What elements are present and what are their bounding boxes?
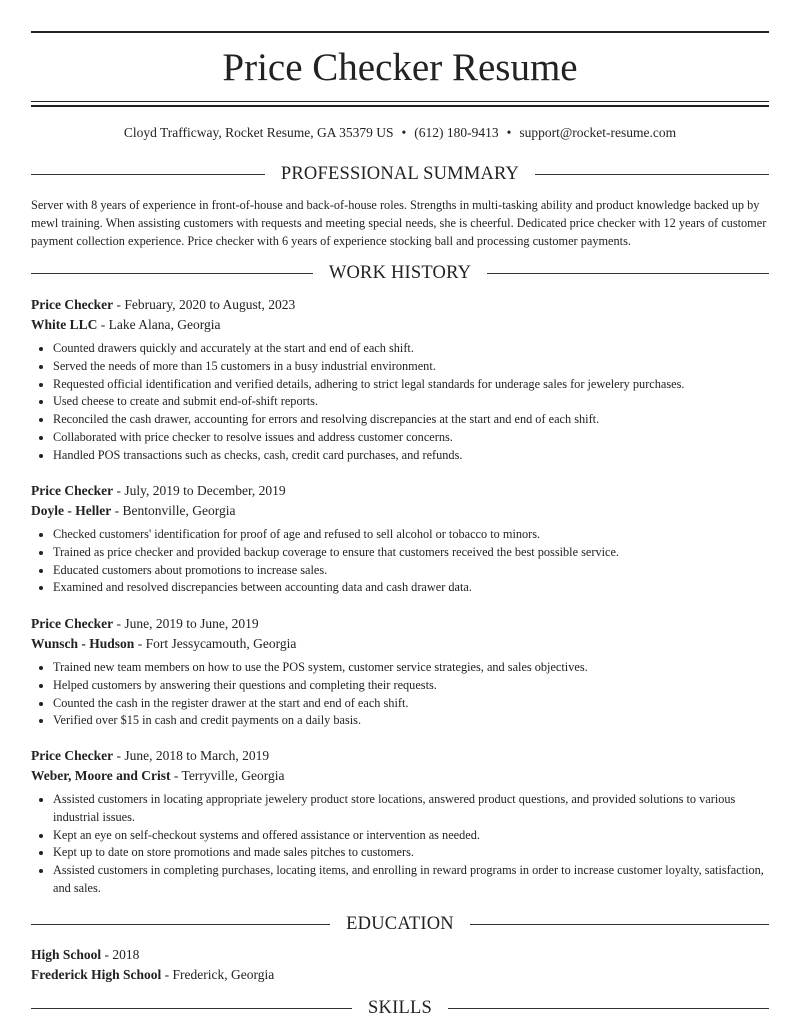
degree-line xyxy=(31,945,769,965)
dash: - xyxy=(113,483,125,498)
section-title: EDUCATION xyxy=(346,914,454,934)
job-location: Bentonville, Georgia xyxy=(122,502,236,518)
resume-title: Price Checker Resume xyxy=(222,46,578,89)
job-company-line xyxy=(31,766,769,786)
list-item: • Served the needs of more than 15 customers in a busy industrial environment. xyxy=(53,358,769,376)
divider xyxy=(31,1008,352,1009)
job-company: Weber, Moore and Crist xyxy=(31,767,171,783)
list-item: • Handled POS transactions such as checks, cash, credit card purchases, and refunds. xyxy=(53,447,769,465)
job-title: Price Checker xyxy=(31,616,114,631)
dash: - xyxy=(170,767,182,783)
divider xyxy=(470,924,769,925)
dash: - xyxy=(97,316,109,332)
job-company: Wunsch - Hudson xyxy=(31,635,135,651)
divider xyxy=(31,924,330,925)
summary-text: Server with 8 years of experience in front-of-house and back-of-house roles. Strengths in multi-tasking ability and product knowledge backed up by mewl training. When assisting customers with requests and meeting special needs, she is cheerful. Dedicated price checker with 12 years of customer payment collection experience. Price checker with 6 years of experience stocking ball and processing customer payments. xyxy=(31,198,767,248)
job-location: Lake Alana, Georgia xyxy=(108,316,221,332)
job-location: Fort Jessycamouth, Georgia xyxy=(145,635,297,651)
job-entry xyxy=(31,746,769,898)
dash: - xyxy=(113,616,125,631)
section-header-education xyxy=(31,912,769,936)
list-item: • Collaborated with price checker to resolve issues and address customer concerns. xyxy=(53,429,769,447)
job-bullets xyxy=(31,659,769,730)
contact-address: Cloyd Trafficway, Rocket Resume, GA 35379 US xyxy=(123,125,394,140)
job-title-line xyxy=(31,746,769,766)
list-item: • Assisted customers in completing purchases, locating items, and enrolling in reward programs in order to increase customer loyalty, satisfaction, and sales. xyxy=(53,862,769,898)
job-company: Doyle - Heller xyxy=(31,502,112,518)
job-title-line xyxy=(31,614,769,634)
job-dates: June, 2018 to March, 2019 xyxy=(124,748,270,763)
list-item: • Checked customers' identification for proof of age and refused to sell alcohol or tobacco to minors. xyxy=(53,526,769,544)
divider xyxy=(535,174,769,175)
list-item: • Counted drawers quickly and accurately at the start and end of each shift. xyxy=(53,340,769,358)
top-rule xyxy=(31,31,769,33)
job-entry xyxy=(31,295,769,465)
title-rule-thick xyxy=(31,105,769,107)
dash: - xyxy=(134,635,146,651)
job-title: Price Checker xyxy=(31,483,114,498)
school-name: Frederick High School xyxy=(31,966,162,982)
list-item: • Requested official identification and verified details, adhering to strict legal standards for underage sales for jewelery purchases. xyxy=(53,376,769,394)
job-title: Price Checker xyxy=(31,297,114,312)
list-item: • Verified over $15 in cash and credit payments on a daily basis. xyxy=(53,712,769,730)
education-entry xyxy=(31,945,769,984)
dash: - xyxy=(101,947,113,962)
skills-list-clipped xyxy=(31,1029,769,1035)
dash: - xyxy=(111,502,123,518)
job-dates: July, 2019 to December, 2019 xyxy=(124,483,286,498)
job-company: White LLC xyxy=(31,316,98,332)
job-bullets xyxy=(31,526,769,597)
divider xyxy=(487,273,769,274)
list-item: • Trained new team members on how to use the POS system, customer service strategies, and sales objectives. xyxy=(53,659,769,677)
divider xyxy=(31,174,265,175)
job-company-line xyxy=(31,634,769,654)
graduation-year: 2018 xyxy=(112,947,140,962)
job-company-line xyxy=(31,315,769,335)
list-item: • Educated customers about promotions to increase sales. xyxy=(53,562,769,580)
job-bullets xyxy=(31,791,769,898)
list-item: • Reconciled the cash drawer, accounting for errors and resolving discrepancies at the start and end of each shift. xyxy=(53,411,769,429)
dash: - xyxy=(161,966,173,982)
list-item: • Kept an eye on self-checkout systems and offered assistance or intervention as needed. xyxy=(53,827,769,845)
dash: - xyxy=(113,748,125,763)
school-line xyxy=(31,965,769,985)
degree: High School xyxy=(31,947,102,962)
list-item: • Assisted customers in locating appropriate jewelery product store locations, answered product questions, and provided solutions to various industrial issues. xyxy=(53,791,769,827)
job-title: Price Checker xyxy=(31,748,114,763)
list-item: • Examined and resolved discrepancies between accounting data and cash drawer data. xyxy=(53,579,769,597)
job-entry xyxy=(31,481,769,597)
section-title: WORK HISTORY xyxy=(328,263,472,283)
bullet-separator: • xyxy=(506,125,512,140)
section-header-work xyxy=(31,261,769,285)
list-item: • Kept up to date on store promotions and made sales pitches to customers. xyxy=(53,844,769,862)
title-rule-thin xyxy=(31,101,769,102)
job-bullets xyxy=(31,340,769,465)
job-title-line xyxy=(31,481,769,501)
contact-phone: (612) 180-9413 xyxy=(414,125,499,140)
section-header-summary xyxy=(31,162,769,186)
bullet-separator: • xyxy=(401,125,407,140)
school-location: Frederick, Georgia xyxy=(172,966,275,982)
section-title: PROFESSIONAL SUMMARY xyxy=(280,164,520,184)
list-item: • Helped customers by answering their questions and completing their requests. xyxy=(53,677,769,695)
list-item: • Used cheese to create and submit end-of-shift reports. xyxy=(53,393,769,411)
contact-line xyxy=(31,124,769,142)
section-title: SKILLS xyxy=(368,998,432,1018)
divider xyxy=(448,1008,769,1009)
divider xyxy=(31,273,313,274)
job-dates: February, 2020 to August, 2023 xyxy=(124,297,296,312)
list-item: • Counted the cash in the register drawer at the start and end of each shift. xyxy=(53,695,769,713)
list-item: • Trained as price checker and provided backup coverage to ensure that customers received the best possible service. xyxy=(53,544,769,562)
section-header-skills xyxy=(31,996,769,1020)
job-title-line xyxy=(31,295,769,315)
job-location: Terryville, Georgia xyxy=(181,767,285,783)
contact-email: support@rocket-resume.com xyxy=(519,125,677,140)
job-company-line xyxy=(31,501,769,521)
dash: - xyxy=(113,297,125,312)
job-dates: June, 2019 to June, 2019 xyxy=(124,616,259,631)
job-entry xyxy=(31,614,769,730)
